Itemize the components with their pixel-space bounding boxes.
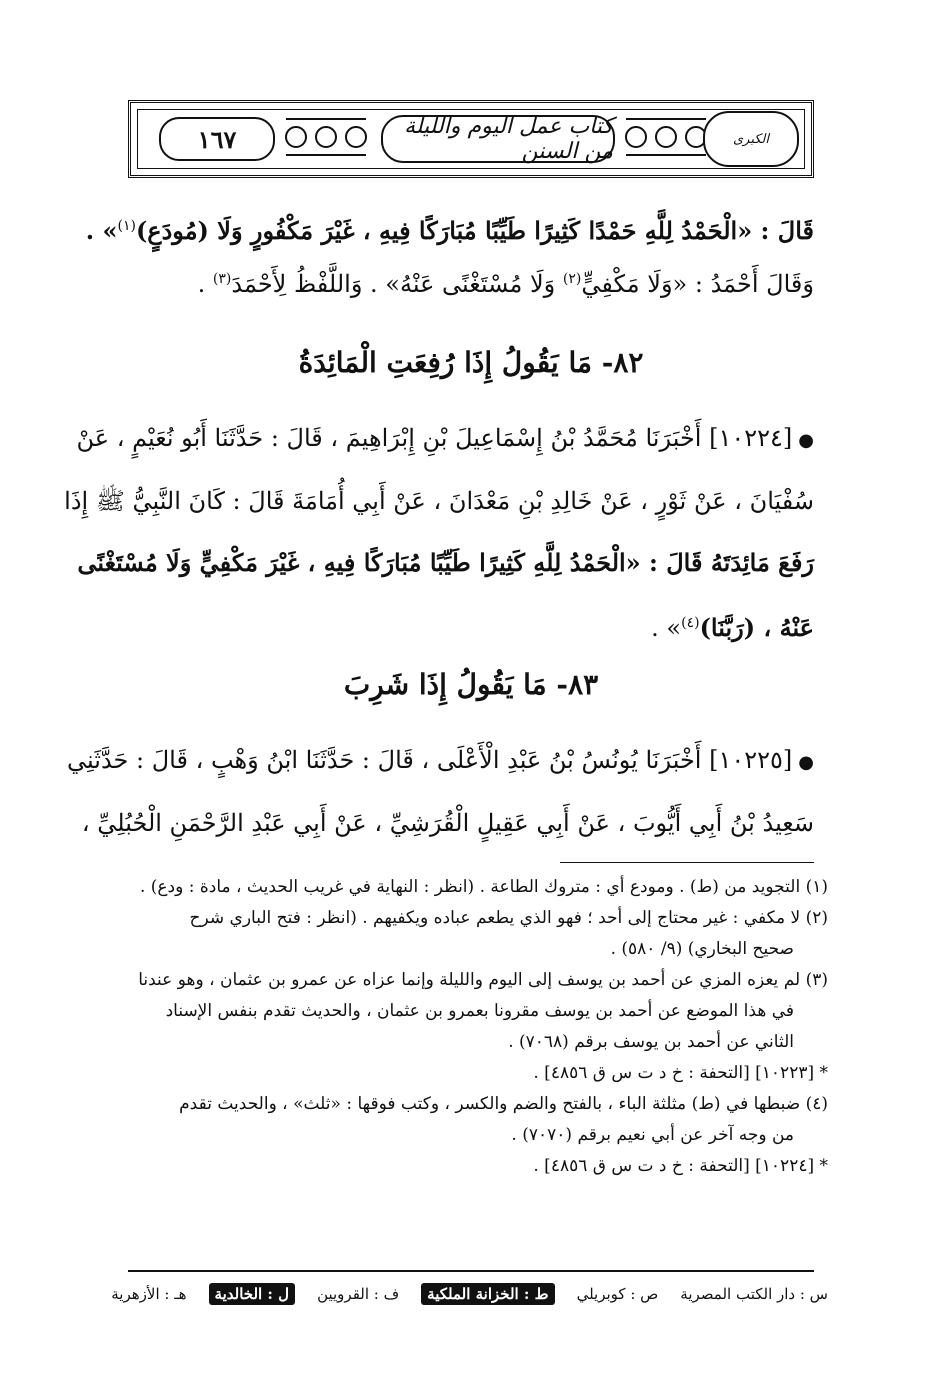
manuscript-key bbox=[111, 1276, 828, 1312]
hadith-paragraph bbox=[64, 408, 814, 659]
intro-text bbox=[85, 202, 814, 308]
footnote-ref: (٣) bbox=[212, 271, 232, 287]
footnote-line: * [١٠٢٢٣] [التحفة : خ د ت س ق ٤٨٥٦] . bbox=[533, 1063, 828, 1083]
page-number: ١٦٧ bbox=[159, 117, 275, 161]
text-run: وَقَالَ أَحْمَدُ : «وَلَا مَكْفِيٍّ bbox=[581, 270, 814, 298]
footnote-ref: (٤) bbox=[681, 615, 700, 631]
hadith-paragraph bbox=[67, 730, 814, 854]
footer-divider bbox=[128, 1270, 814, 1272]
running-title: كتاب عمل اليوم والليلة من السنن bbox=[381, 115, 615, 163]
header-badge: الكبرى bbox=[703, 111, 799, 167]
key-ha: هـ : الأزهرية bbox=[111, 1285, 187, 1303]
text-line bbox=[64, 471, 814, 532]
footnote-ref: (١) bbox=[117, 218, 136, 234]
key-fa: ف : القرويين bbox=[317, 1285, 400, 1303]
footnote-line: (٣) لم يعزه المزي عن أحمد بن يوسف إلى اليوم والليلة وإنما عزاه عن عمرو بن عثمان ، وهو عندنا bbox=[138, 970, 828, 990]
footnotes bbox=[128, 872, 828, 1182]
page-header bbox=[128, 100, 814, 178]
footnote-line: صحيح البخاري) (٩/ ٥٨٠) . bbox=[610, 939, 794, 959]
footnote-ref: (٢) bbox=[562, 271, 582, 287]
footnote-line: (٢) لا مكفي : غير محتاج إلى أحد ؛ فهو الذي يطعم عباده ويكفيهم . (انظر : فتح الباري شرح bbox=[189, 908, 828, 928]
key-ta: ط : الخزانة الملكية bbox=[421, 1283, 554, 1305]
section-heading: ٨٣- مَا يَقُولُ إِذَا شَرِبَ bbox=[343, 668, 599, 701]
text-run: [١٠٢٢٤] أَخْبَرَنَا مُحَمَّدُ بْنُ إِسْمَاعِيلَ بْنِ إِبْرَاهِيمَ ، قَالَ : حَدَّثَنَا أَبُو نُعَيْمٍ ، عَنْ bbox=[76, 424, 793, 452]
footnote-line: (٤) ضبطها في (ط) مثلثة الباء ، بالفتح والضم والكسر ، وكتب فوقها : «ثلث» ، والحديث تقدم bbox=[179, 1094, 828, 1114]
text-run: رَفَعَ مَائِدَتَهُ قَالَ : «الْحَمْدُ لِلَّهِ كَثِيرًا طَيِّبًا مُبَارَكًا فِيهِ ، غَيْرَ مَكْفِيٍّ وَلَا مُسْتَغْنًى bbox=[77, 548, 814, 577]
text-line bbox=[67, 730, 814, 793]
footnote-divider bbox=[560, 862, 814, 863]
footnote-line: (١) التجويد من (ط) . ومودع أي : متروك الطاعة . (انظر : النهاية في غريب الحديث ، مادة : ودع) . bbox=[139, 877, 828, 897]
text-run: وَلَا مُسْتَغْنًى عَنْهُ» . وَاللَّفْظُ لِأَحْمَدَ bbox=[231, 270, 556, 298]
footnote-line: الثاني عن أحمد بن يوسف برقم (٧٠٦٨) . bbox=[508, 1032, 794, 1052]
text-run: قَالَ : «الْحَمْدُ لِلَّهِ حَمْدًا كَثِيرًا طَيِّبًا مُبَارَكًا فِيهِ ، غَيْرَ مَكْفُورٍ وَلَا (مُودَعٍ) bbox=[135, 216, 814, 245]
key-lam: ل : الخالدية bbox=[209, 1283, 296, 1305]
text-line bbox=[76, 408, 814, 471]
text-run: عَنْهُ ، (رَبَّنَا) bbox=[699, 613, 814, 642]
text-run: سَعِيدُ بْنُ أَبِي أَيُّوبَ ، عَنْ أَبِي عَقِيلٍ الْقُرَشِيِّ ، عَنْ أَبِي عَبْدِ الرَّحْمَنِ الْحُبُلِيِّ ، bbox=[81, 809, 814, 837]
text-line bbox=[128, 255, 814, 308]
footnote-line: * [١٠٢٢٤] [التحفة : خ د ت س ق ٤٨٥٦] . bbox=[533, 1156, 828, 1176]
key-sad: ص : كوبريلي bbox=[576, 1285, 659, 1303]
section-heading: ٨٢- مَا يَقُولُ إِذَا رُفِعَتِ الْمَائِدَةُ bbox=[298, 346, 644, 379]
text-run: سُفْيَانَ ، عَنْ ثَوْرٍ ، عَنْ خَالِدِ بْنِ مَعْدَانَ ، عَنْ أَبِي أُمَامَةَ قَالَ : كَانَ النَّبِيُّ ﷺ إِذَا bbox=[64, 487, 814, 515]
text-run: . bbox=[197, 270, 213, 298]
ornament-icon bbox=[621, 109, 711, 165]
key-s: س : دار الكتب المصرية bbox=[680, 1285, 828, 1303]
text-line bbox=[81, 793, 814, 854]
text-run: [١٠٢٢٥] أَخْبَرَنَا يُونُسُ بْنُ عَبْدِ الْأَعْلَى ، قَالَ : حَدَّثَنَا ابْنُ وَهْبٍ ، قَالَ : حَدَّثَنِي bbox=[67, 746, 793, 774]
text-run: » . bbox=[85, 216, 118, 245]
footnote-line: في هذا الموضع عن أحمد بن يوسف مقرونا بعمرو بن عثمان ، والحديث تقدم بنفس الإسناد bbox=[165, 1001, 794, 1021]
bullet-icon: ● bbox=[798, 752, 814, 773]
ornament-icon bbox=[281, 109, 371, 165]
footnote-line: من وجه آخر عن أبي نعيم برقم (٧٠٧٠) . bbox=[511, 1125, 794, 1145]
text-line bbox=[128, 593, 814, 659]
bullet-icon: ● bbox=[798, 430, 814, 451]
text-line bbox=[77, 532, 814, 593]
text-run: » . bbox=[651, 614, 682, 642]
text-line bbox=[85, 202, 814, 255]
